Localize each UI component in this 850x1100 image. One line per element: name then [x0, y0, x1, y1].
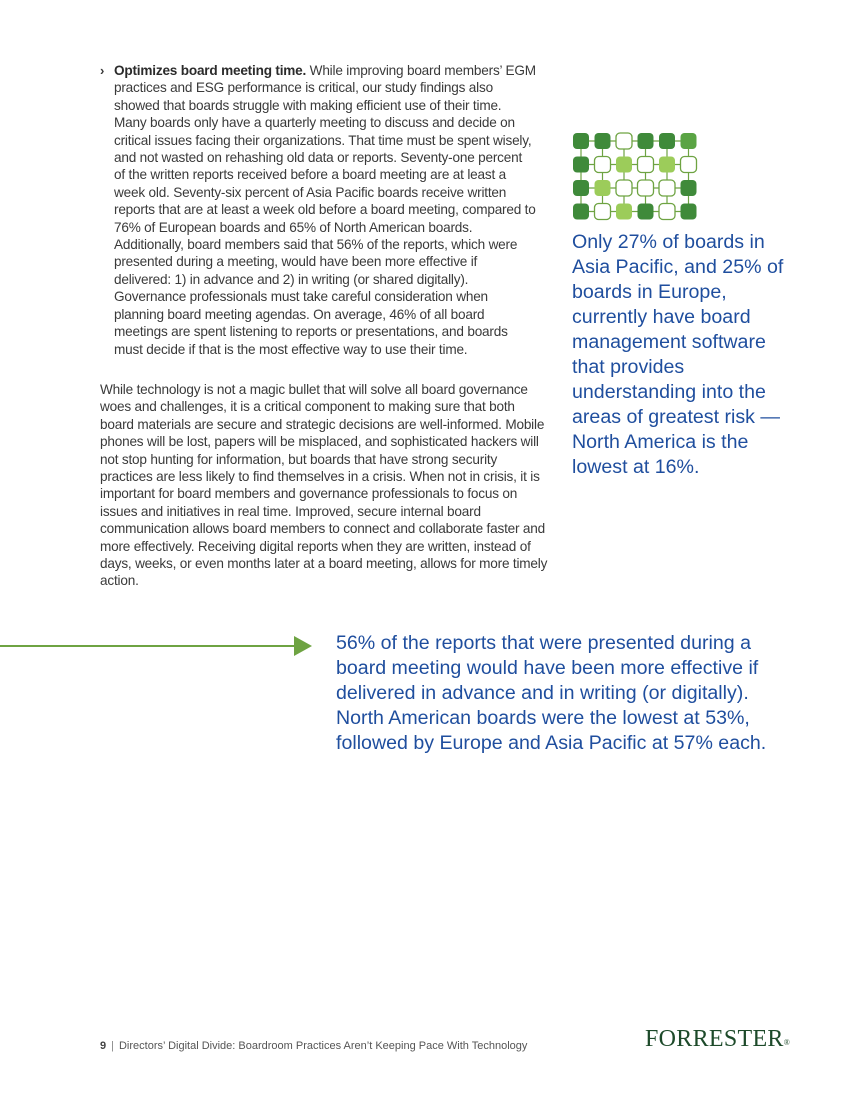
registered-mark: ® — [783, 1038, 791, 1047]
grid-square — [638, 133, 654, 149]
rounded-squares-grid-icon — [571, 131, 699, 223]
grid-square — [659, 204, 675, 220]
grid-square — [595, 180, 611, 196]
body-paragraph: While technology is not a magic bullet that will solve all board governance woes and challenges, it is a critical component to making sure that both board materials are secure and strategic decisions are well-informed. Mobile phones will be lost, papers will be misplaced, and sophisticated hackers will not stop hunting for information, but boards that have strong security practices are less likely to find themselves in a crisis. When not in crisis, it is important for board members and governance professionals to focus on issues and initiatives in real time. Improved, secure internal board communication allows board members to connect and collaborate faster and more effectively. Receiving digital reports when they are written, instead of days, weeks, or even months later at a board meeting, allows for more timely action. — [100, 382, 548, 589]
grid-square — [595, 133, 611, 149]
footer — [100, 1039, 560, 1053]
grid-square — [659, 157, 675, 173]
arrow-right-icon — [294, 636, 312, 656]
pull-quote: 56% of the reports that were presented during a board meeting would have been more effective if delivered in advance and in writing (or digitally). North American boards were the lowest at 53%, followed by Europe and Asia Pacific at 57% each. — [336, 632, 767, 754]
side-callout: Only 27% of boards in Asia Pacific, and 25% of boards in Europe, currently have board management software that provides understanding into the areas of greatest risk — North America is the lowest at 16%. — [572, 231, 784, 478]
bullet-body: While improving board members’ EGM practices and ESG performance is critical, our study findings also showed that boards struggle with making efficient use of their time. Many boards only have a quarterly meeting to discuss and decide on critical issues facing their organizations. That time must be spent wisely, and not wasted on rehashing old data or reports. Seventy-one percent of the written reports received before a board meeting are at least a week old. Seventy-six percent of Asia Pacific boards receive written reports that are at least a week old before a board meeting, compared to 76% of European boards and 65% of North American boards. Additionally, board members said that 56% of the reports, which were presented during a meeting, would have been more effective if delivered: 1) in advance and 2) in writing (or shared digitally). Governance professionals must take careful consideration when planning board meeting agendas. On average, 46% of all board meetings are spent listening to reports or presentations, and boards must decide if that is the most effective way to use their time. — [114, 63, 536, 357]
arrow-line — [0, 645, 300, 647]
grid-square — [616, 204, 632, 220]
grid-square — [616, 133, 632, 149]
grid-square — [616, 157, 632, 173]
grid-square — [681, 204, 697, 220]
bullet-item — [100, 62, 536, 358]
grid-square — [638, 204, 654, 220]
grid-square — [659, 180, 675, 196]
chevron-right-icon: › — [100, 63, 105, 78]
grid-square — [595, 157, 611, 173]
footer-title: Directors’ Digital Divide: Boardroom Practices Aren’t Keeping Pace With Technology — [118, 1040, 528, 1052]
grid-square — [573, 180, 589, 196]
bullet-heading: Optimizes board meeting time. — [114, 63, 307, 78]
grid-square — [681, 157, 697, 173]
grid-square — [573, 157, 589, 173]
grid-square — [638, 157, 654, 173]
grid-square — [573, 133, 589, 149]
page-number: 9 — [100, 1040, 107, 1052]
grid-square — [681, 133, 697, 149]
forrester-logo — [645, 1024, 790, 1054]
grid-square — [638, 180, 654, 196]
logo-text: FORRESTER — [645, 1026, 784, 1052]
grid-square — [573, 204, 589, 220]
bullet-text — [114, 62, 536, 358]
grid-square — [681, 180, 697, 196]
grid-square — [616, 180, 632, 196]
grid-square — [659, 133, 675, 149]
footer-separator: | — [111, 1040, 114, 1052]
grid-square — [595, 204, 611, 220]
